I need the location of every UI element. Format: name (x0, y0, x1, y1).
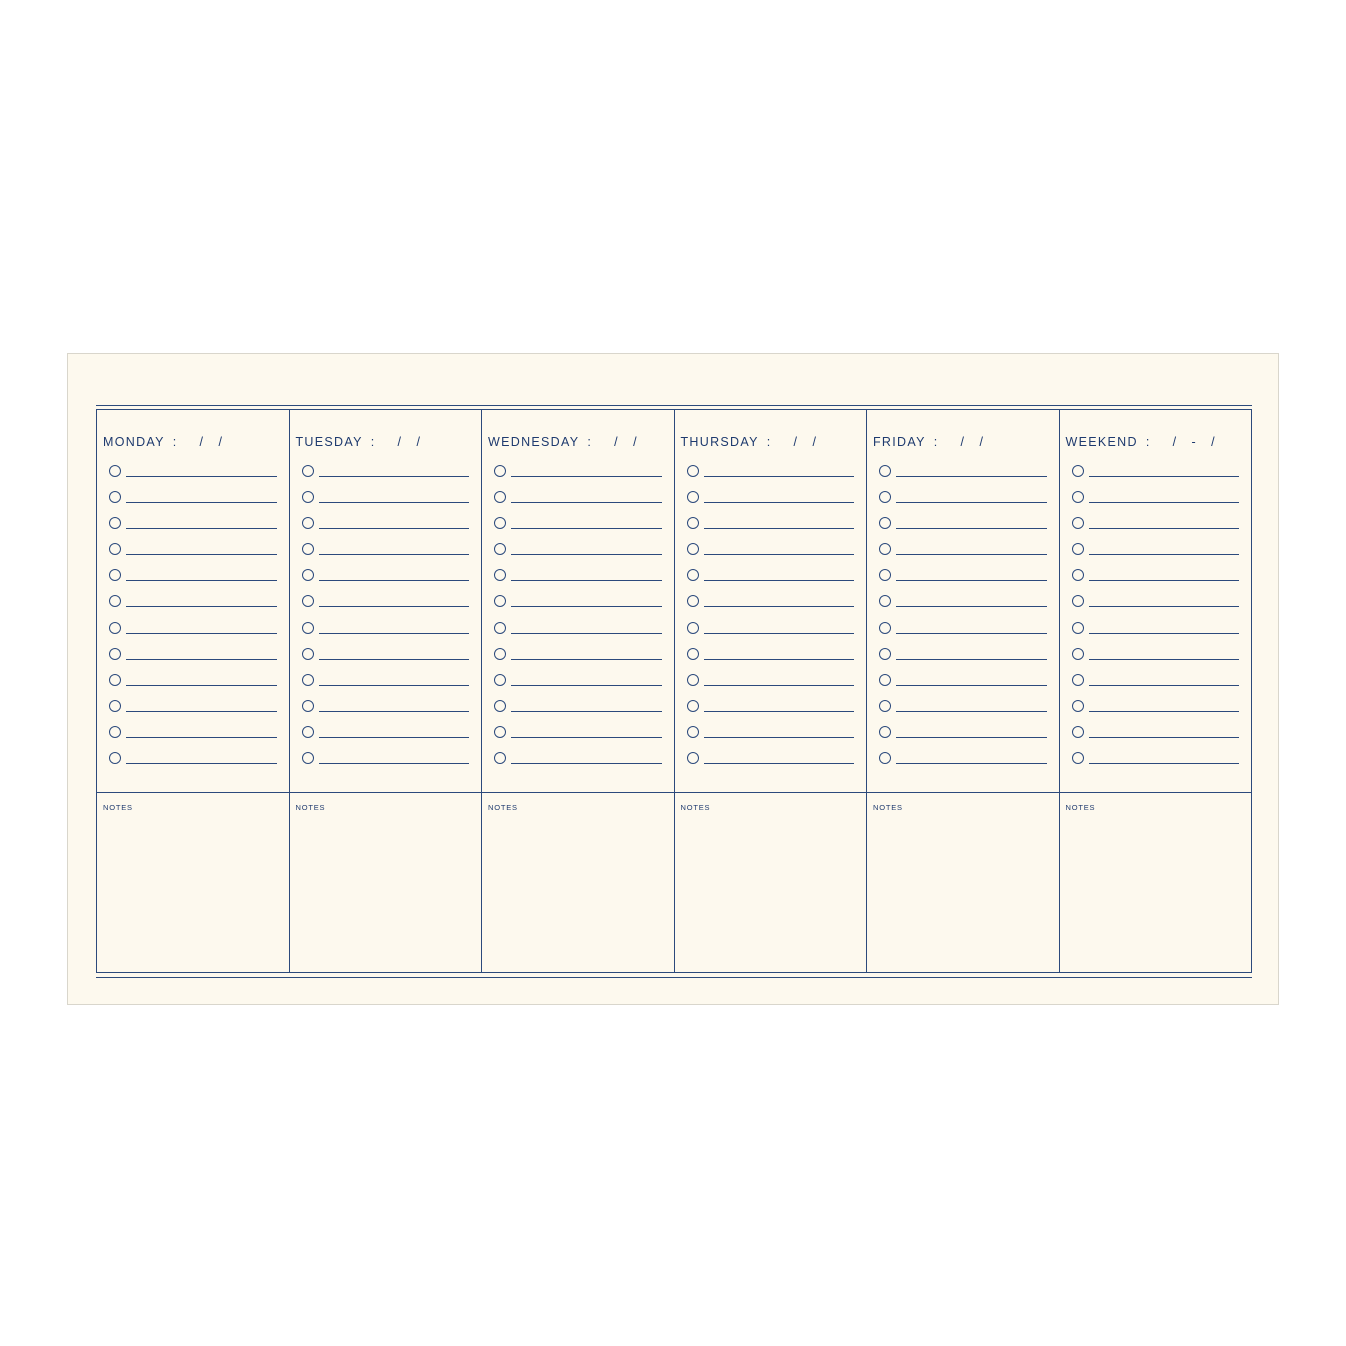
checklist-item (687, 622, 855, 648)
checklist-item (879, 622, 1047, 648)
checklist-item (1072, 543, 1240, 569)
checklist-item (302, 674, 470, 700)
checklist-item (109, 465, 277, 491)
checkbox-circle-icon[interactable] (879, 700, 891, 712)
writing-line[interactable] (319, 502, 470, 503)
day-column-friday (867, 410, 1060, 972)
notes-divider (1060, 792, 1252, 793)
checklist-item (302, 465, 470, 491)
checklist-item (302, 648, 470, 674)
checklist-item (687, 491, 855, 517)
day-column-wednesday (482, 410, 675, 972)
writing-line[interactable] (896, 580, 1047, 581)
checklist-item (687, 726, 855, 752)
checkbox-circle-icon[interactable] (687, 752, 699, 764)
checklist-item (494, 517, 662, 543)
checklist-item (1072, 700, 1240, 726)
checklist-item (1072, 648, 1240, 674)
checkbox-circle-icon[interactable] (494, 674, 506, 686)
checklist-item (109, 543, 277, 569)
checklist-item (494, 752, 662, 778)
checklist-item (687, 674, 855, 700)
checkbox-circle-icon[interactable] (109, 517, 121, 529)
notes-label: NOTES (295, 803, 326, 812)
checkbox-circle-icon[interactable] (109, 648, 121, 660)
writing-line[interactable] (319, 711, 470, 712)
checklist (879, 465, 1047, 778)
checklist-item (687, 648, 855, 674)
checkbox-circle-icon[interactable] (687, 517, 699, 529)
writing-line[interactable] (319, 737, 470, 738)
checklist-item (687, 543, 855, 569)
writing-line[interactable] (126, 633, 277, 634)
checklist-item (109, 726, 277, 752)
checklist-item (879, 543, 1047, 569)
day-header (873, 433, 989, 451)
writing-line[interactable] (319, 528, 470, 529)
writing-line[interactable] (1089, 711, 1240, 712)
writing-line[interactable] (511, 580, 662, 581)
checkbox-circle-icon[interactable] (879, 726, 891, 738)
checkbox-circle-icon[interactable] (109, 595, 121, 607)
checklist-item (879, 517, 1047, 543)
writing-line[interactable] (1089, 659, 1240, 660)
day-column-thursday (675, 410, 868, 972)
checklist-item (302, 517, 470, 543)
checkbox-circle-icon[interactable] (687, 543, 699, 555)
writing-line[interactable] (896, 659, 1047, 660)
checklist-item (109, 648, 277, 674)
checkbox-circle-icon[interactable] (494, 543, 506, 555)
checkbox-circle-icon[interactable] (494, 648, 506, 660)
checkbox-circle-icon[interactable] (879, 595, 891, 607)
writing-line[interactable] (1089, 737, 1240, 738)
checklist-item (494, 465, 662, 491)
checklist-item (109, 517, 277, 543)
checkbox-circle-icon[interactable] (494, 465, 506, 477)
day-header (488, 433, 643, 451)
checklist-item (109, 491, 277, 517)
checklist-item (302, 700, 470, 726)
checkbox-circle-icon[interactable] (494, 726, 506, 738)
day-name: WEEKEND (1065, 435, 1138, 449)
writing-line[interactable] (704, 711, 855, 712)
date-field[interactable]: / / (397, 435, 426, 449)
day-header (681, 433, 822, 451)
writing-line[interactable] (1089, 554, 1240, 555)
writing-line[interactable] (511, 737, 662, 738)
checkbox-circle-icon[interactable] (687, 595, 699, 607)
checkbox-circle-icon[interactable] (879, 517, 891, 529)
checkbox-circle-icon[interactable] (302, 517, 314, 529)
date-field[interactable]: / / (614, 435, 643, 449)
checkbox-circle-icon[interactable] (687, 674, 699, 686)
writing-line[interactable] (126, 476, 277, 477)
checklist-item (879, 491, 1047, 517)
writing-line[interactable] (704, 685, 855, 686)
checkbox-circle-icon[interactable] (302, 465, 314, 477)
checklist-item (302, 595, 470, 621)
checklist-item (687, 595, 855, 621)
checklist (1072, 465, 1240, 778)
day-name: FRIDAY (873, 435, 926, 449)
checklist-item (494, 648, 662, 674)
checkbox-circle-icon[interactable] (302, 726, 314, 738)
checkbox-circle-icon[interactable] (302, 569, 314, 581)
checklist-item (109, 569, 277, 595)
writing-line[interactable] (511, 763, 662, 764)
checklist-item (109, 674, 277, 700)
checkbox-circle-icon[interactable] (879, 543, 891, 555)
checkbox-circle-icon[interactable] (687, 726, 699, 738)
writing-line[interactable] (896, 633, 1047, 634)
checkbox-circle-icon[interactable] (109, 622, 121, 634)
checklist-item (302, 491, 470, 517)
writing-line[interactable] (126, 711, 277, 712)
date-field[interactable]: / / (960, 435, 989, 449)
checklist-item (879, 674, 1047, 700)
checklist-item (1072, 569, 1240, 595)
writing-line[interactable] (319, 580, 470, 581)
checkbox-circle-icon[interactable] (879, 465, 891, 477)
checklist-item (302, 569, 470, 595)
writing-line[interactable] (704, 737, 855, 738)
checklist-item (687, 569, 855, 595)
day-column-monday (97, 410, 290, 972)
writing-line[interactable] (704, 606, 855, 607)
notes-divider (97, 792, 289, 793)
checkbox-circle-icon[interactable] (1072, 622, 1084, 634)
writing-line[interactable] (896, 711, 1047, 712)
checkbox-circle-icon[interactable] (109, 491, 121, 503)
checklist-item (879, 569, 1047, 595)
writing-line[interactable] (511, 633, 662, 634)
writing-line[interactable] (704, 554, 855, 555)
checkbox-circle-icon[interactable] (302, 752, 314, 764)
writing-line[interactable] (126, 528, 277, 529)
notes-label: NOTES (680, 803, 711, 812)
checklist-item (109, 595, 277, 621)
day-colon: : (370, 435, 376, 449)
writing-line[interactable] (896, 476, 1047, 477)
checkbox-circle-icon[interactable] (109, 726, 121, 738)
checkbox-circle-icon[interactable] (302, 595, 314, 607)
checkbox-circle-icon[interactable] (1072, 648, 1084, 660)
writing-line[interactable] (511, 528, 662, 529)
checkbox-circle-icon[interactable] (109, 752, 121, 764)
writing-line[interactable] (319, 554, 470, 555)
checkbox-circle-icon[interactable] (494, 622, 506, 634)
checklist-item (879, 752, 1047, 778)
checkbox-circle-icon[interactable] (494, 752, 506, 764)
writing-line[interactable] (896, 606, 1047, 607)
writing-line[interactable] (319, 476, 470, 477)
writing-line[interactable] (319, 606, 470, 607)
day-colon: : (1145, 435, 1151, 449)
checkbox-circle-icon[interactable] (1072, 543, 1084, 555)
checkbox-circle-icon[interactable] (1072, 569, 1084, 581)
day-name: TUESDAY (295, 435, 363, 449)
checkbox-circle-icon[interactable] (494, 700, 506, 712)
day-column-tuesday (290, 410, 483, 972)
checklist-item (687, 517, 855, 543)
writing-line[interactable] (126, 606, 277, 607)
date-field[interactable]: / - / (1172, 435, 1221, 449)
day-colon: : (587, 435, 593, 449)
day-colon: : (172, 435, 178, 449)
writing-line[interactable] (704, 659, 855, 660)
day-colon: : (766, 435, 772, 449)
date-field[interactable]: / / (199, 435, 228, 449)
checkbox-circle-icon[interactable] (879, 648, 891, 660)
checklist-item (879, 465, 1047, 491)
checklist-item (494, 674, 662, 700)
checkbox-circle-icon[interactable] (687, 622, 699, 634)
checklist-item (302, 726, 470, 752)
writing-line[interactable] (126, 554, 277, 555)
checklist-item (687, 752, 855, 778)
checklist-item (879, 648, 1047, 674)
checklist-item (1072, 517, 1240, 543)
writing-line[interactable] (704, 633, 855, 634)
writing-line[interactable] (126, 502, 277, 503)
checklist (687, 465, 855, 778)
writing-line[interactable] (704, 476, 855, 477)
checkbox-circle-icon[interactable] (302, 674, 314, 686)
notes-label: NOTES (873, 803, 903, 812)
checkbox-circle-icon[interactable] (302, 700, 314, 712)
checklist-item (1072, 595, 1240, 621)
checkbox-circle-icon[interactable] (1072, 517, 1084, 529)
writing-line[interactable] (126, 659, 277, 660)
writing-line[interactable] (126, 685, 277, 686)
writing-line[interactable] (1089, 528, 1240, 529)
notes-divider (482, 792, 674, 793)
notes-divider (867, 792, 1059, 793)
checkbox-circle-icon[interactable] (109, 569, 121, 581)
day-header (1066, 433, 1221, 451)
checkbox-circle-icon[interactable] (494, 595, 506, 607)
notes-divider (290, 792, 482, 793)
writing-line[interactable] (126, 580, 277, 581)
checkbox-circle-icon[interactable] (109, 674, 121, 686)
checklist-item (494, 543, 662, 569)
writing-line[interactable] (1089, 502, 1240, 503)
writing-line[interactable] (1089, 606, 1240, 607)
checklist-item (879, 700, 1047, 726)
checklist-item (494, 491, 662, 517)
notes-label: NOTES (1065, 803, 1096, 812)
checkbox-circle-icon[interactable] (879, 569, 891, 581)
checkbox-circle-icon[interactable] (109, 700, 121, 712)
notes-label: NOTES (488, 803, 518, 812)
day-name: THURSDAY (680, 435, 759, 449)
checkbox-circle-icon[interactable] (1072, 752, 1084, 764)
writing-line[interactable] (319, 763, 470, 764)
writing-line[interactable] (511, 476, 662, 477)
day-name: WEDNESDAY (488, 435, 580, 449)
checkbox-circle-icon[interactable] (879, 491, 891, 503)
day-header (103, 433, 228, 451)
checklist-item (494, 700, 662, 726)
checklist-item (879, 595, 1047, 621)
writing-line[interactable] (896, 528, 1047, 529)
checkbox-circle-icon[interactable] (494, 517, 506, 529)
checklist-item (1072, 752, 1240, 778)
writing-line[interactable] (1089, 633, 1240, 634)
writing-line[interactable] (704, 502, 855, 503)
weekly-planner-pad (67, 353, 1279, 1005)
checkbox-circle-icon[interactable] (687, 491, 699, 503)
checkbox-circle-icon[interactable] (1072, 491, 1084, 503)
checklist (494, 465, 662, 778)
day-column-weekend (1060, 410, 1252, 972)
writing-line[interactable] (511, 659, 662, 660)
checklist-item (494, 569, 662, 595)
checklist-item (302, 622, 470, 648)
checklist-item (1072, 465, 1240, 491)
checkbox-circle-icon[interactable] (1072, 465, 1084, 477)
checkbox-circle-icon[interactable] (687, 700, 699, 712)
checkbox-circle-icon[interactable] (302, 491, 314, 503)
checkbox-circle-icon[interactable] (1072, 674, 1084, 686)
checkbox-circle-icon[interactable] (879, 674, 891, 686)
day-header (296, 433, 426, 451)
checklist (302, 465, 470, 778)
writing-line[interactable] (511, 685, 662, 686)
writing-line[interactable] (896, 685, 1047, 686)
writing-line[interactable] (1089, 685, 1240, 686)
checklist-item (302, 543, 470, 569)
checklist-item (109, 700, 277, 726)
checkbox-circle-icon[interactable] (879, 622, 891, 634)
checklist-item (687, 700, 855, 726)
checklist-item (494, 726, 662, 752)
checkbox-circle-icon[interactable] (109, 465, 121, 477)
checklist-item (1072, 726, 1240, 752)
checkbox-circle-icon[interactable] (879, 752, 891, 764)
date-field[interactable]: / / (793, 435, 822, 449)
day-colon: : (933, 435, 939, 449)
writing-line[interactable] (319, 633, 470, 634)
writing-line[interactable] (896, 502, 1047, 503)
checklist (109, 465, 277, 778)
writing-line[interactable] (1089, 763, 1240, 764)
writing-line[interactable] (1089, 580, 1240, 581)
checkbox-circle-icon[interactable] (302, 543, 314, 555)
writing-line[interactable] (126, 737, 277, 738)
writing-line[interactable] (896, 554, 1047, 555)
checklist-item (109, 752, 277, 778)
writing-line[interactable] (896, 737, 1047, 738)
checkbox-circle-icon[interactable] (1072, 595, 1084, 607)
planner-grid (96, 405, 1252, 978)
checkbox-circle-icon[interactable] (302, 648, 314, 660)
checklist-item (1072, 622, 1240, 648)
checklist-item (494, 595, 662, 621)
writing-line[interactable] (511, 554, 662, 555)
checklist-item (1072, 491, 1240, 517)
writing-line[interactable] (704, 763, 855, 764)
checkbox-circle-icon[interactable] (109, 543, 121, 555)
checkbox-circle-icon[interactable] (687, 569, 699, 581)
notes-label: NOTES (103, 803, 133, 812)
writing-line[interactable] (511, 502, 662, 503)
writing-line[interactable] (511, 606, 662, 607)
writing-line[interactable] (511, 711, 662, 712)
checkbox-circle-icon[interactable] (1072, 726, 1084, 738)
checklist-item (1072, 674, 1240, 700)
checkbox-circle-icon[interactable] (302, 622, 314, 634)
checkbox-circle-icon[interactable] (687, 648, 699, 660)
planner-columns (96, 409, 1252, 973)
checklist-item (494, 622, 662, 648)
writing-line[interactable] (704, 528, 855, 529)
writing-line[interactable] (896, 763, 1047, 764)
checklist-item (687, 465, 855, 491)
writing-line[interactable] (319, 659, 470, 660)
checkbox-circle-icon[interactable] (687, 465, 699, 477)
checklist-item (879, 726, 1047, 752)
notes-divider (675, 792, 867, 793)
checkbox-circle-icon[interactable] (494, 491, 506, 503)
day-name: MONDAY (103, 435, 165, 449)
writing-line[interactable] (704, 580, 855, 581)
writing-line[interactable] (319, 685, 470, 686)
writing-line[interactable] (1089, 476, 1240, 477)
writing-line[interactable] (126, 763, 277, 764)
checkbox-circle-icon[interactable] (1072, 700, 1084, 712)
checklist-item (109, 622, 277, 648)
checkbox-circle-icon[interactable] (494, 569, 506, 581)
checklist-item (302, 752, 470, 778)
